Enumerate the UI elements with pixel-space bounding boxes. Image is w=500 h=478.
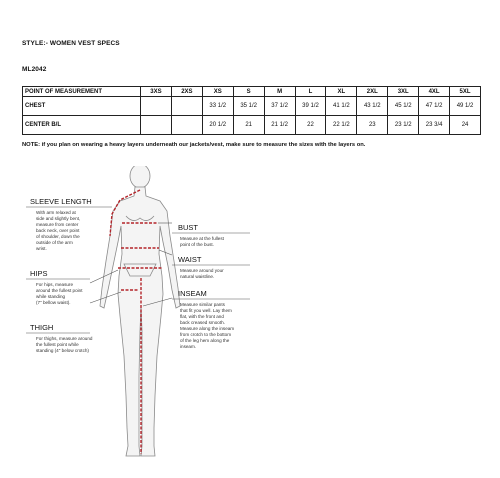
table-row (23, 97, 481, 116)
hips-text: around the fullest point (36, 288, 83, 293)
header-cell: L (295, 87, 326, 97)
waist-text: Measure around your (180, 268, 224, 273)
header-cell: XL (326, 87, 357, 97)
inseam-text: Measure similar pants (180, 302, 225, 307)
table-cell: 35 1/2 (233, 97, 264, 116)
table-cell: 22 1/2 (326, 116, 357, 135)
header-cell: 2XL (357, 87, 388, 97)
thigh-text: standing (4" below crotch) (36, 348, 89, 353)
header-cell: XS (202, 87, 233, 97)
bust-heading: BUST (178, 223, 199, 232)
table-cell: 22 (295, 116, 326, 135)
hips-text: (7" bellow waist). (36, 300, 71, 305)
header-cell: 2XS (171, 87, 202, 97)
sleeve-text: of shoulder, down the (36, 234, 80, 239)
table-cell (171, 97, 202, 116)
table-cell: 49 1/2 (450, 97, 481, 116)
header-cell: S (233, 87, 264, 97)
table-cell: 33 1/2 (202, 97, 233, 116)
table-cell: 20 1/2 (202, 116, 233, 135)
table-cell: 41 1/2 (326, 97, 357, 116)
sleeve-text: wrist. (36, 246, 47, 251)
sleeve-text: With arm relaxed at (36, 210, 76, 215)
measurement-guide (0, 166, 500, 478)
thigh-heading: THIGH (30, 323, 54, 332)
inseam-text: back creased smooth. (180, 320, 225, 325)
sleeve-text: back neck, over point (36, 228, 80, 233)
row-label: CENTER B/L (23, 116, 141, 135)
inseam-text: flat, with the front and (180, 314, 224, 319)
bust-text: Measure at the fullest (180, 236, 224, 241)
layering-note: NOTE: if you plan on wearing a heavy layers underneath our jackets/vest, make sure to measure the sizes with the layers on. (22, 142, 366, 148)
table-cell (141, 116, 172, 135)
waist-heading: WAIST (178, 255, 202, 264)
body-figure (100, 166, 180, 456)
table-header-row (23, 87, 481, 97)
inseam-text: from crotch to the bottom (180, 332, 232, 337)
header-cell: 3XS (141, 87, 172, 97)
table-cell: 23 1/2 (388, 116, 419, 135)
table-cell: 45 1/2 (388, 97, 419, 116)
size-spec-table (22, 86, 481, 135)
table-cell: 39 1/2 (295, 97, 326, 116)
header-cell: POINT OF MEASUREMENT (23, 87, 141, 97)
table-cell (171, 116, 202, 135)
hips-text: For hips, measure (36, 282, 74, 287)
header-cell: 4XL (419, 87, 450, 97)
table-cell: 23 (357, 116, 388, 135)
table-cell: 21 (233, 116, 264, 135)
thigh-text: For thighs, measure around (36, 336, 93, 341)
sleeve-length-heading: SLEEVE LENGTH (30, 197, 92, 206)
sleeve-text: side and slightly bent, (36, 216, 81, 221)
style-code: ML2042 (22, 66, 47, 73)
table-cell: 43 1/2 (357, 97, 388, 116)
inseam-text: inseam. (180, 344, 197, 349)
sleeve-text: measure from center (36, 222, 79, 227)
table-cell: 24 (450, 116, 481, 135)
bust-text: point of the bust. (180, 242, 214, 247)
table-cell: 21 1/2 (264, 116, 295, 135)
table-cell: 23 3/4 (419, 116, 450, 135)
hips-text: while standing (36, 294, 66, 299)
header-cell: M (264, 87, 295, 97)
thigh-text: the fullest point while (36, 342, 79, 347)
inseam-text: Measure along the inseam (180, 326, 235, 331)
row-label: CHEST (23, 97, 141, 116)
table-cell: 37 1/2 (264, 97, 295, 116)
waist-text: natural waistline. (180, 274, 215, 279)
hips-heading: HIPS (30, 269, 48, 278)
sleeve-text: outside of the arm (36, 240, 73, 245)
table-row (23, 116, 481, 135)
inseam-heading: INSEAM (178, 289, 207, 298)
style-title: STYLE:- WOMEN VEST SPECS (22, 40, 120, 47)
header-cell: 5XL (450, 87, 481, 97)
table-cell: 47 1/2 (419, 97, 450, 116)
inseam-text: of the leg hem along the (180, 338, 230, 343)
inseam-text: that fit you well. Lay them (180, 308, 232, 313)
table-cell (141, 97, 172, 116)
header-cell: 3XL (388, 87, 419, 97)
